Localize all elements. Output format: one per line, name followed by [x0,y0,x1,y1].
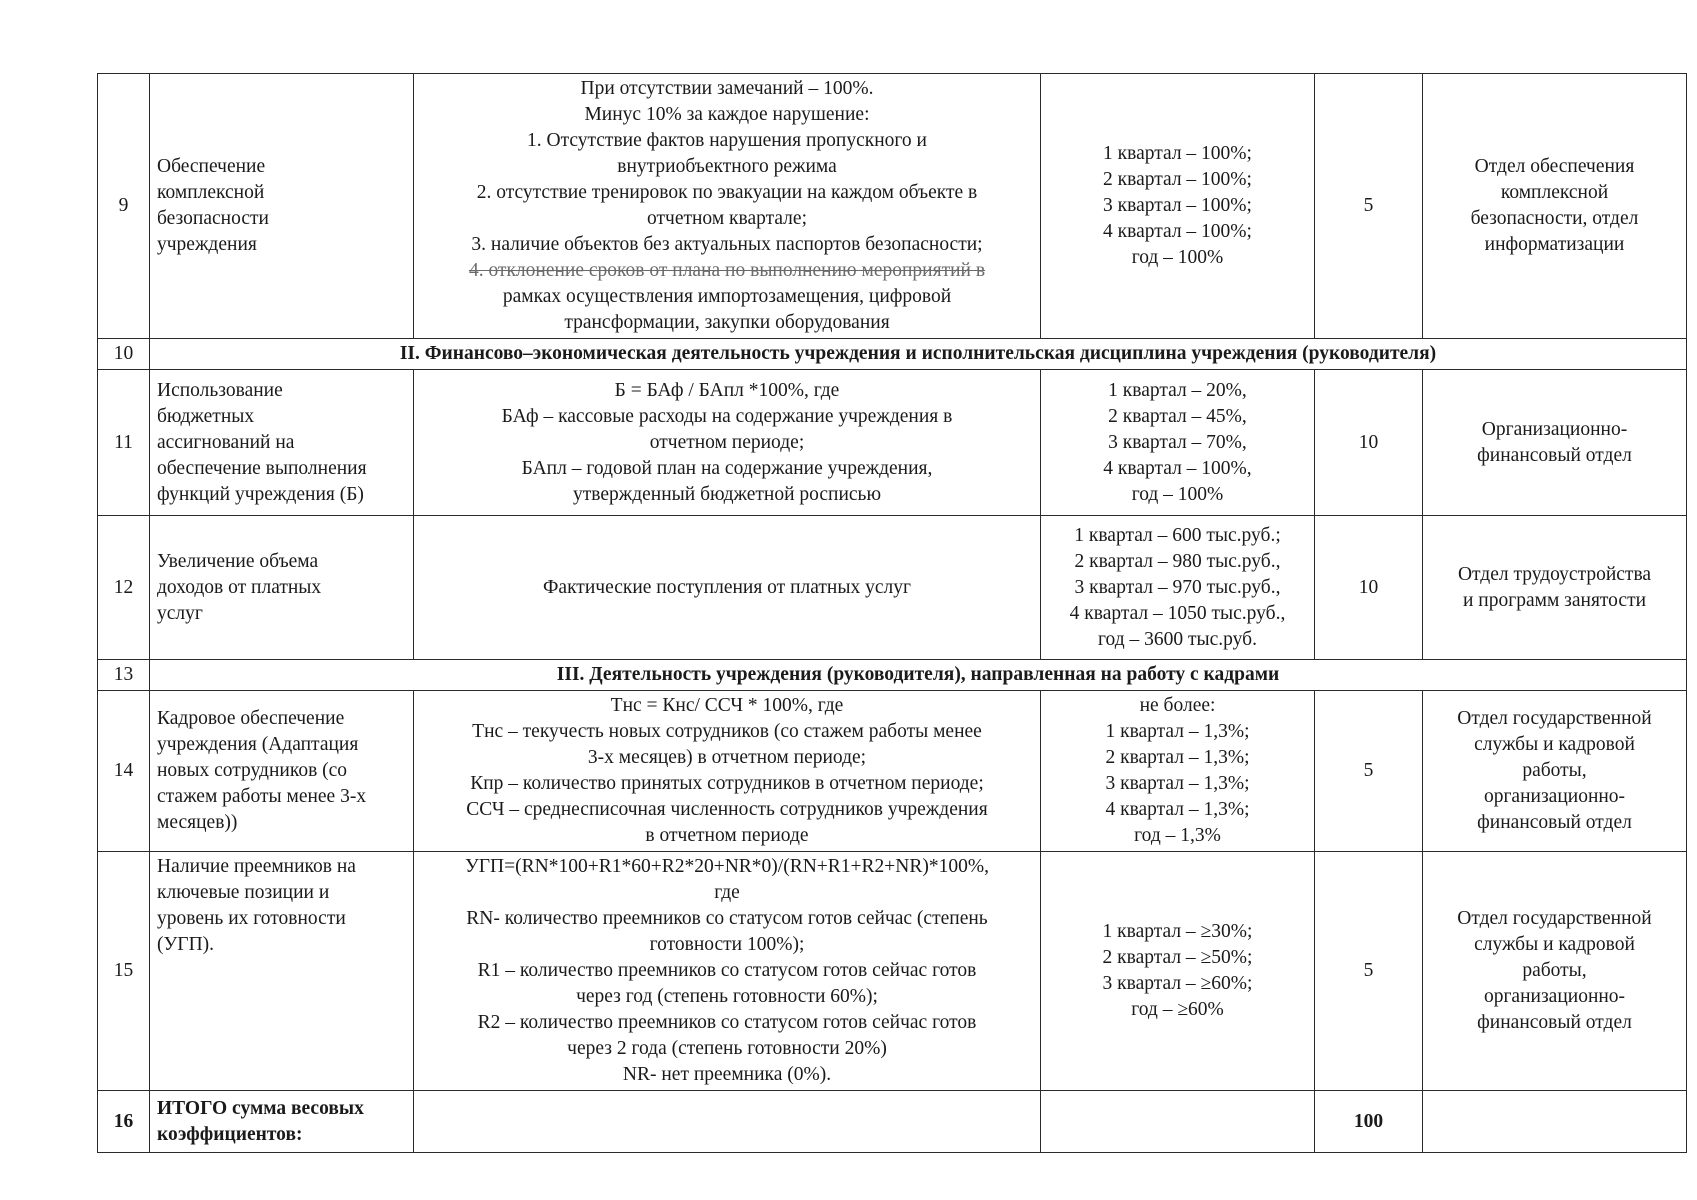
table-row [98,370,1687,516]
table-row [98,516,1687,660]
empty-cell [1041,1091,1315,1153]
indicator-name: Увеличение объема доходов от платных услуг [150,516,414,660]
responsible-department: Отдел обеспечения комплексной безопасности, отдел информатизации [1423,74,1687,339]
table-row [98,74,1687,339]
weight-coefficient: 5 [1315,74,1423,339]
target-values: 1 квартал – 600 тыс.руб.; 2 квартал – 980 тыс.руб., 3 квартал – 970 тыс.руб., 4 квартал – 1050 тыс.руб., год – 3600 тыс.руб. [1041,516,1315,660]
indicator-name: Использование бюджетных ассигнований на обеспечение выполнения функций учреждения (Б) [150,370,414,516]
table-row [98,660,1687,691]
target-values: не более: 1 квартал – 1,3%; 2 квартал – 1,3%; 3 квартал – 1,3%; 4 квартал – 1,3%; год – 1,3% [1041,691,1315,852]
row-number: 15 [98,852,150,1091]
row-number: 14 [98,691,150,852]
section-heading: II. Финансово–экономическая деятельность учреждения и исполнительская дисциплина учреждения (руководителя) [150,339,1687,370]
weight-coefficient: 5 [1315,691,1423,852]
indicator-name: Кадровое обеспечение учреждения (Адаптация новых сотрудников (со стажем работы менее 3-х месяцев)) [150,691,414,852]
row-number: 10 [98,339,150,370]
responsible-department: Отдел трудоустройства и программ занятости [1423,516,1687,660]
target-values: 1 квартал – 20%, 2 квартал – 45%, 3 квартал – 70%, 4 квартал – 100%, год – 100% [1041,370,1315,516]
row-number: 13 [98,660,150,691]
total-label: ИТОГО сумма весовых коэффициентов: [150,1091,414,1153]
total-weight-sum: 100 [1315,1091,1423,1153]
calculation-method: Тнс = Кнс/ ССЧ * 100%, где Тнс – текучесть новых сотрудников (со стажем работы менее 3-х месяцев) в отчетном периоде; Кпр – количество принятых сотрудников в отчетном периоде; ССЧ – среднесписочная численность сотрудников учреждения в отчетном периоде [414,691,1041,852]
kpi-table [97,73,1687,1153]
weight-coefficient: 10 [1315,370,1423,516]
weight-coefficient: 5 [1315,852,1423,1091]
indicator-name: Обеспечение комплексной безопасности учреждения [150,74,414,339]
responsible-department: Отдел государственной службы и кадровой работы, организационно- финансовый отдел [1423,852,1687,1091]
row-number: 16 [98,1091,150,1153]
calculation-method: УГП=(RN*100+R1*60+R2*20+NR*0)/(RN+R1+R2+NR)*100%, где RN- количество преемников со статусом готов сейчас (степень готовности 100%); R1 – количество преемников со статусом готов сейчас готов через год (степень готовности 60%); R2 – количество преемников со статусом готов сейчас готов через 2 года (степень готовности 20%) NR- нет преемника (0%). [414,852,1041,1091]
weight-coefficient: 10 [1315,516,1423,660]
struck-out-line: 4. отклонение сроков от плана по выполнению мероприятий в [468,260,986,281]
indicator-name: Наличие преемников на ключевые позиции и уровень их готовности (УГП). [150,852,414,1091]
responsible-department: Отдел государственной службы и кадровой работы, организационно- финансовый отдел [1423,691,1687,852]
row-number: 11 [98,370,150,516]
section-heading: III. Деятельность учреждения (руководителя), направленная на работу с кадрами [150,660,1687,691]
responsible-department: Организационно- финансовый отдел [1423,370,1687,516]
target-values: 1 квартал – 100%; 2 квартал – 100%; 3 квартал – 100%; 4 квартал – 100%; год – 100% [1041,74,1315,339]
calculation-method: При отсутствии замечаний – 100%. Минус 10% за каждое нарушение: 1. Отсутствие фактов нарушения пропускного и внутриобъектного режима 2. отсутствие тренировок по эвакуации на каждом объекте в отчетном квартале; 3. наличие объектов без актуальных паспортов безопасности; 4. отклонение сроков от плана по выполнению мероприятий в рамках осуществления импортозамещения, цифровой трансформации, закупки оборудования [414,74,1041,339]
row-number: 9 [98,74,150,339]
empty-cell [414,1091,1041,1153]
total-row [98,1091,1687,1153]
row-number: 12 [98,516,150,660]
table-row [98,691,1687,852]
target-values: 1 квартал – ≥30%; 2 квартал – ≥50%; 3 квартал – ≥60%; год – ≥60% [1041,852,1315,1091]
empty-cell [1423,1091,1687,1153]
calculation-method: Б = БАф / БАпл *100%, где БАф – кассовые расходы на содержание учреждения в отчетном периоде; БАпл – годовой план на содержание учреждения, утвержденный бюджетной росписью [414,370,1041,516]
calculation-method: Фактические поступления от платных услуг [414,516,1041,660]
table-row [98,852,1687,1091]
table-row [98,339,1687,370]
